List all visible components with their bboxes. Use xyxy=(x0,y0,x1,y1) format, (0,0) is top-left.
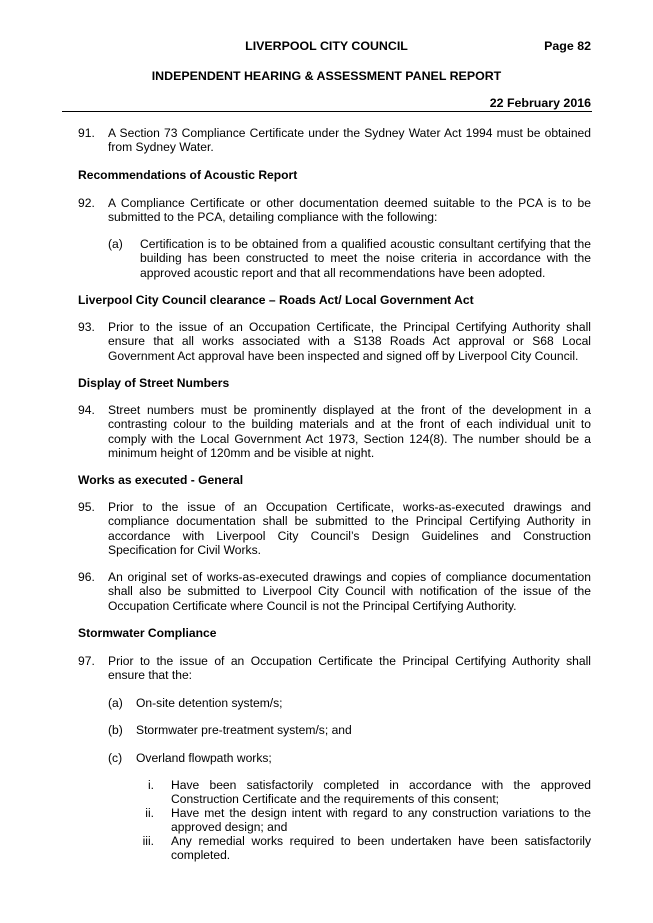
condition-97-ii xyxy=(120,806,591,835)
condition-97-b xyxy=(108,723,591,737)
condition-text: A Section 73 Compliance Certificate under the Sydney Water Act 1994 must be obtained from Sydney Water. xyxy=(108,126,591,155)
condition-text: Prior to the issue of an Occupation Certificate, works-as-executed drawings and compliance documentation shall be submitted to the Principal Certifying Authority in accordance with Liverpool City Council’s Design Guidelines and Construction Specification for Civil Works. xyxy=(108,500,591,557)
sub-item-label: (b) xyxy=(108,723,123,737)
condition-92-a xyxy=(108,237,591,280)
condition-text: A Compliance Certificate or other documentation deemed suitable to the PCA is to be submitted to the PCA, detailing compliance with the following: xyxy=(108,196,591,225)
sub-item-text: Overland flowpath works; xyxy=(136,751,272,765)
sub-item-text: Certification is to be obtained from a qualified acoustic consultant certifying that the building has been constructed to meet the noise criteria in accordance with the approved acoustic report and that all recommendations have been adopted. xyxy=(140,237,591,280)
page-number: Page 82 xyxy=(544,39,591,53)
condition-97-i xyxy=(120,778,591,807)
sub-item-label: (a) xyxy=(108,696,123,710)
roman-item-text: Have met the design intent with regard to any construction variations to the approved design; and xyxy=(171,806,591,835)
condition-96 xyxy=(78,570,591,613)
condition-94 xyxy=(78,403,591,460)
roman-item-label: i. xyxy=(147,778,154,792)
condition-97-a xyxy=(108,696,591,710)
condition-97 xyxy=(78,654,591,683)
report-title: INDEPENDENT HEARING & ASSESSMENT PANEL REPORT xyxy=(151,69,502,83)
condition-number: 95. xyxy=(78,500,95,514)
condition-number: 91. xyxy=(78,126,95,140)
sub-item-label: (c) xyxy=(108,751,123,765)
sub-item-label: (a) xyxy=(108,237,123,251)
condition-number: 92. xyxy=(78,196,95,210)
section-heading-acoustic: Recommendations of Acoustic Report xyxy=(78,168,298,182)
section-heading-street-numbers: Display of Street Numbers xyxy=(78,376,230,390)
section-heading-stormwater: Stormwater Compliance xyxy=(78,626,217,640)
condition-91 xyxy=(78,126,591,155)
section-heading-works-executed: Works as executed - General xyxy=(78,473,244,487)
council-name: LIVERPOOL CITY COUNCIL xyxy=(245,39,408,53)
report-date: 22 February 2016 xyxy=(489,96,591,110)
roman-item-label: iii. xyxy=(142,834,154,848)
section-heading-clearance: Liverpool City Council clearance – Roads Act/ Local Government Act xyxy=(78,293,474,307)
condition-text: Prior to the issue of an Occupation Certificate, the Principal Certifying Authority shall ensure that all works associated with a S138 Roads Act approval or S68 Local Government Act approval have been inspected and signed off by Liverpool City Council. xyxy=(108,320,591,363)
condition-text: Street numbers must be prominently displayed at the front of the development in a contrasting colour to the building materials and at the front of each individual unit to comply with the Local Government Act 1973, Section 124(8). The number should be a minimum height of 120mm and be visible at night. xyxy=(108,403,591,460)
condition-text: An original set of works-as-executed drawings and copies of compliance documentation shall also be submitted to Liverpool City Council with notification of the issue of the Occupation Certificate where Council is not the Principal Certifying Authority. xyxy=(108,570,591,613)
condition-number: 97. xyxy=(78,654,95,668)
sub-item-text: Stormwater pre-treatment system/s; and xyxy=(136,723,352,737)
roman-item-text: Any remedial works required to been undertaken have been satisfactorily completed. xyxy=(171,834,591,863)
roman-item-label: ii. xyxy=(145,806,154,820)
condition-95 xyxy=(78,500,591,557)
condition-number: 96. xyxy=(78,570,95,584)
condition-97-c xyxy=(108,751,591,765)
header-rule xyxy=(62,111,592,112)
roman-item-text: Have been satisfactorily completed in accordance with the approved Construction Certificate and the requirements of this consent; xyxy=(171,778,591,807)
condition-number: 94. xyxy=(78,403,95,417)
condition-text: Prior to the issue of an Occupation Certificate the Principal Certifying Authority shall ensure that the: xyxy=(108,654,591,683)
sub-item-text: On-site detention system/s; xyxy=(136,696,283,710)
condition-number: 93. xyxy=(78,320,95,334)
condition-97-iii xyxy=(120,834,591,863)
condition-92 xyxy=(78,196,591,225)
condition-93 xyxy=(78,320,591,363)
